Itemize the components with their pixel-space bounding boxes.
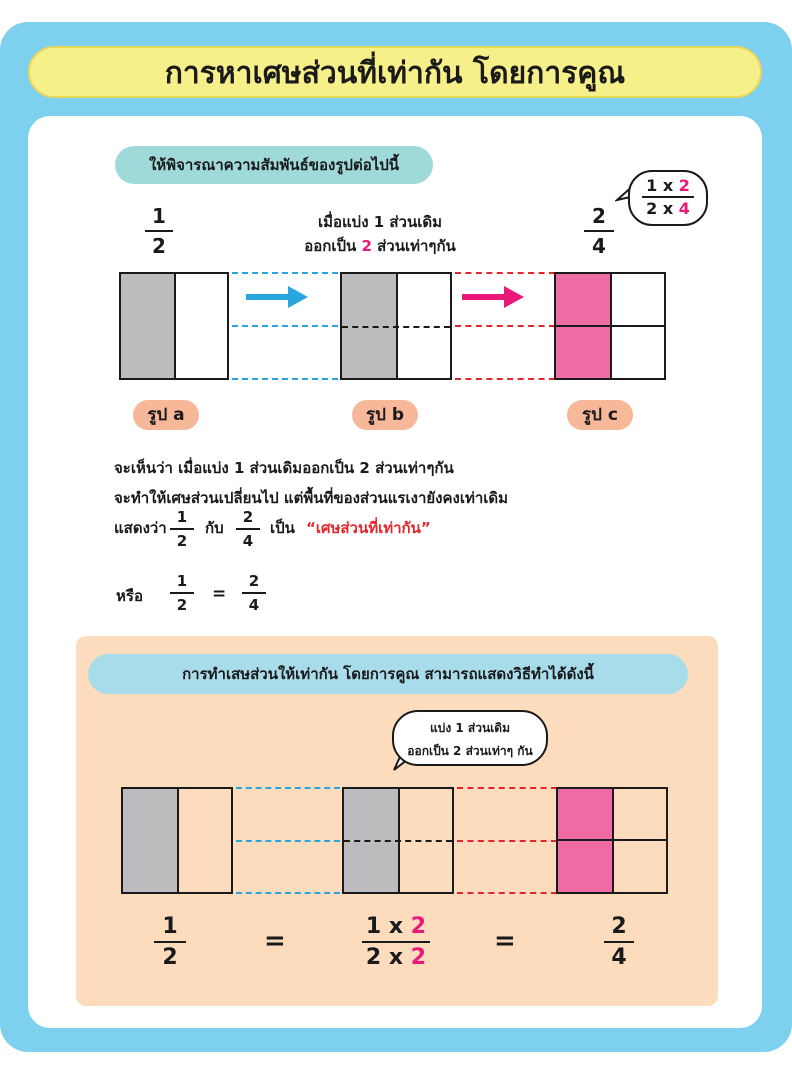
or-fraction-2 <box>242 572 266 614</box>
multiply-bubble <box>628 170 708 226</box>
arrow-right-icon <box>246 286 308 308</box>
split-note-pre: ออกเป็น <box>304 237 362 255</box>
numerator: 2 <box>242 508 254 526</box>
shape-b <box>340 272 452 380</box>
shaded-half <box>123 789 178 892</box>
fraction-c <box>584 204 614 258</box>
fraction-bar <box>145 230 173 232</box>
method-fraction-middle <box>362 914 430 970</box>
explain-fraction-1 <box>170 508 194 550</box>
arrow-right-icon <box>462 286 524 308</box>
intro-label: ให้พิจารณาความสัมพันธ์ของรูปต่อไปนี้ <box>115 146 433 184</box>
divider <box>174 274 176 378</box>
denominator: 4 <box>242 532 254 550</box>
fraction-a <box>145 204 173 258</box>
guide-line <box>232 378 338 380</box>
guide-line <box>236 840 340 842</box>
dashed-split <box>344 840 452 842</box>
guide-line <box>236 787 340 789</box>
label-shape-b: รูป b <box>352 400 418 430</box>
guide-line <box>236 892 340 894</box>
split-note-number: 2 <box>361 237 372 255</box>
fraction-bar <box>154 941 186 943</box>
numerator: 2 <box>611 914 627 939</box>
fraction-a-numerator: 1 <box>152 204 166 228</box>
page-title: การหาเศษส่วนที่เท่ากัน โดยการคูณ <box>28 46 762 98</box>
fraction-bar <box>604 941 634 943</box>
dashed-split <box>342 326 450 328</box>
shape-c <box>554 272 666 380</box>
numerator: 1 <box>176 508 188 526</box>
method-shape-2 <box>342 787 454 894</box>
shape-a <box>119 272 229 380</box>
equals-sign: = <box>494 926 516 956</box>
explain-line2: จะทำให้เศษส่วนเปลี่ยนไป แต่พื้นที่ของส่วนแรเงายังคงเท่าเดิม <box>114 489 509 507</box>
explain-line1: จะเห็นว่า เมื่อแบ่ง 1 ส่วนเดิมออกเป็น 2 ส่วนเท่าๆกัน <box>114 459 454 477</box>
fraction-bar <box>242 592 266 594</box>
divider <box>556 325 664 327</box>
method-fraction-right <box>604 914 634 970</box>
fraction-bar <box>170 528 194 530</box>
split-bubble <box>392 710 548 766</box>
or-word: หรือ <box>116 587 143 605</box>
explain-line3-prefix: แสดงว่า <box>114 519 167 537</box>
method-shape-3 <box>556 787 668 894</box>
denominator: 2 <box>176 532 188 550</box>
guide-line <box>232 272 338 274</box>
fraction-a-denominator: 2 <box>152 234 166 258</box>
method-fraction-left <box>154 914 186 970</box>
explain-is: เป็น <box>270 519 295 537</box>
fraction-bar <box>584 230 614 232</box>
denominator: 2 <box>162 945 178 970</box>
split-note-post: ส่วนเท่าๆกัน <box>371 237 456 255</box>
fraction-bar <box>236 528 260 530</box>
guide-line <box>457 787 557 789</box>
guide-line <box>457 840 557 842</box>
denominator: 4 <box>611 945 627 970</box>
fraction-bar <box>642 196 694 198</box>
guide-line <box>455 378 555 380</box>
explain-fraction-2 <box>236 508 260 550</box>
guide-line <box>455 272 555 274</box>
denominator: 2 <box>176 596 188 614</box>
shaded-half <box>121 274 175 378</box>
divider <box>558 839 666 841</box>
label-shape-c: รูป c <box>567 400 633 430</box>
or-fraction-1 <box>170 572 194 614</box>
equals-sign: = <box>212 584 227 604</box>
numerator: 1 <box>176 572 188 590</box>
bubble-numerator: 1 x 2 <box>646 176 690 195</box>
split-note-line2 <box>250 234 510 258</box>
split-bubble-line1: แบ่ง 1 ส่วนเดิม <box>430 721 510 735</box>
explain-with: กับ <box>205 519 224 537</box>
fraction-bar <box>170 592 194 594</box>
split-note-line1: เมื่อแบ่ง 1 ส่วนเดิม <box>317 213 442 231</box>
fraction-c-denominator: 4 <box>592 234 606 258</box>
numerator: 1 <box>162 914 178 939</box>
guide-line <box>457 892 557 894</box>
method-label: การทำเสษส่วนให้เท่ากัน โดยการคูณ สามารถแสดงวิธีทำได้ดังนี้ <box>88 654 688 694</box>
divider <box>177 789 179 892</box>
numerator: 1 x 2 <box>365 914 427 939</box>
bubble-denominator: 2 x 4 <box>646 199 690 218</box>
fraction-bar <box>362 941 430 943</box>
fraction-c-numerator: 2 <box>592 204 606 228</box>
denominator: 4 <box>248 596 260 614</box>
label-shape-a: รูป a <box>133 400 199 430</box>
numerator: 2 <box>248 572 260 590</box>
equals-sign: = <box>264 926 286 956</box>
split-bubble-line2: ออกเป็น 2 ส่วนเท่าๆ กัน <box>407 744 533 758</box>
equivalent-fractions-highlight: “เศษส่วนที่เท่ากัน” <box>306 519 431 537</box>
guide-line <box>455 325 555 327</box>
method-shape-1 <box>121 787 233 894</box>
guide-line <box>232 325 338 327</box>
denominator: 2 x 2 <box>365 945 427 970</box>
